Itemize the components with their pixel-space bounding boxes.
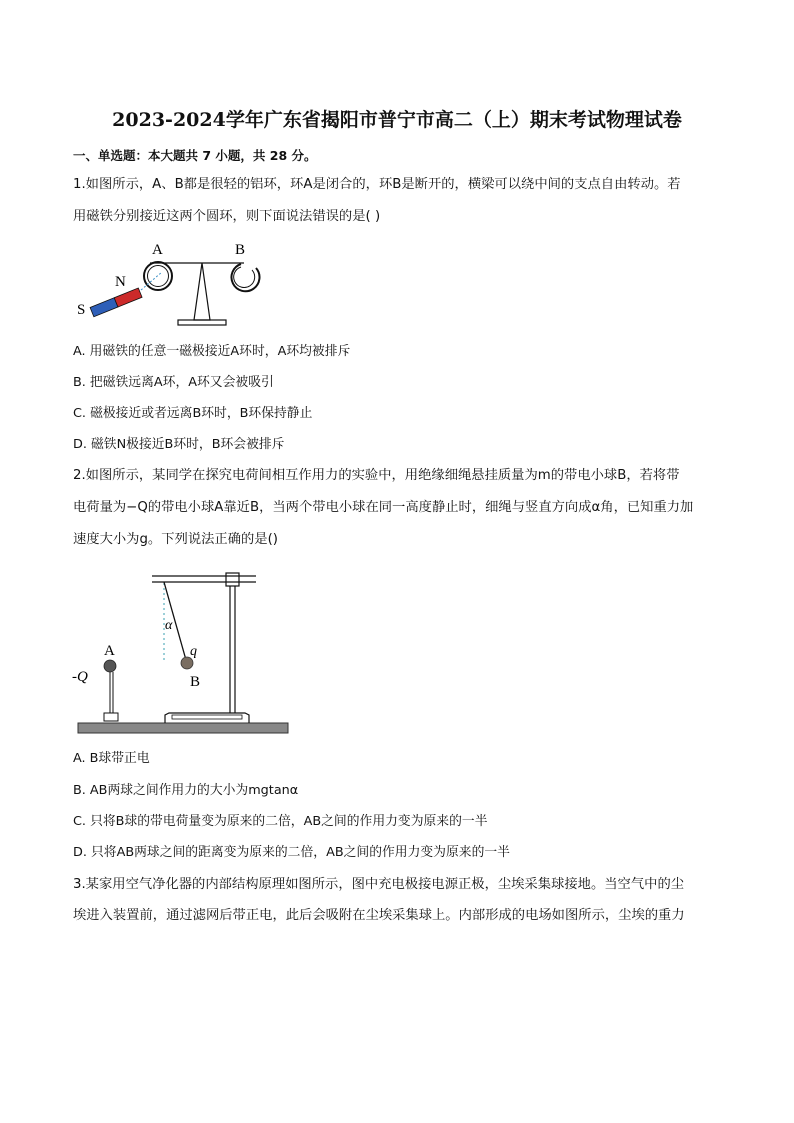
label-a: A bbox=[152, 242, 163, 258]
q1-option-d: D. 磁铁N极接近B环时，B环会被排斥 bbox=[73, 437, 285, 452]
q1-stem-line2: 用磁铁分别接近这两个圆环，则下面说法错误的是( ) bbox=[73, 209, 381, 224]
q2-option-c: C. 只将B球的带电荷量变为原来的二倍，AB之间的作用力变为原来的一半 bbox=[73, 814, 488, 829]
q2-figure-pendulum bbox=[70, 563, 292, 738]
q2-option-a: A. B球带正电 bbox=[73, 751, 150, 766]
section-heading: 一、单选题：本大题共 7 小题，共 28 分。 bbox=[73, 148, 317, 163]
q1-option-c: C. 磁极接近或者远离B环时，B环保持静止 bbox=[73, 406, 313, 421]
q2-option-d: D. 只将AB两球之间的距离变为原来的二倍，AB之间的作用力变为原来的一半 bbox=[73, 845, 510, 860]
q2-stem-line3: 速度大小为g。下列说法正确的是() bbox=[73, 532, 278, 547]
label-q: q bbox=[190, 644, 197, 659]
q1-option-b: B. 把磁铁远离A环，A环又会被吸引 bbox=[73, 375, 274, 390]
label-ball-a: A bbox=[104, 643, 115, 659]
label-neg-q: -Q bbox=[72, 669, 88, 685]
ring-a bbox=[144, 262, 172, 290]
label-alpha: α bbox=[165, 618, 173, 633]
bar-magnet bbox=[90, 288, 142, 317]
q3-stem-line1: 3.某家用空气净化器的内部结构原理如图所示，图中充电极接电源正极，尘埃采集球接地。当空气中的尘 bbox=[73, 877, 685, 892]
q2-stem-line1: 2.如图所示，某同学在探究电荷间相互作用力的实验中，用绝缘细绳悬挂质量为m的带电小球B，若将带 bbox=[73, 468, 680, 483]
label-ball-b: B bbox=[190, 674, 201, 690]
q2-option-b: B. AB两球之间作用力的大小为mgtanα bbox=[73, 783, 299, 798]
label-s: S bbox=[77, 302, 86, 318]
ball-a bbox=[104, 660, 116, 672]
q2-stem-line2: 电荷量为−Q的带电小球A靠近B，当两个带电小球在同一高度静止时，细绳与竖直方向成α角，已知重力加 bbox=[73, 500, 694, 515]
q1-figure-balance bbox=[72, 238, 272, 330]
q1-stem-line1: 1.如图所示，A、B都是很轻的铝环，环A是闭合的，环B是断开的，横梁可以绕中间的支点自由转动。若 bbox=[73, 177, 681, 192]
q1-option-a: A. 用磁铁的任意一磁极接近A环时，A环均被排斥 bbox=[73, 344, 351, 359]
label-n: N bbox=[115, 274, 126, 290]
exam-title: 2023-2024学年广东省揭阳市普宁市高二（上）期末考试物理试卷 bbox=[112, 109, 682, 131]
q3-stem-line2: 埃进入装置前，通过滤网后带正电，此后会吸附在尘埃采集球上。内部形成的电场如图所示，尘埃的重力 bbox=[73, 908, 685, 923]
label-b: B bbox=[235, 242, 246, 258]
